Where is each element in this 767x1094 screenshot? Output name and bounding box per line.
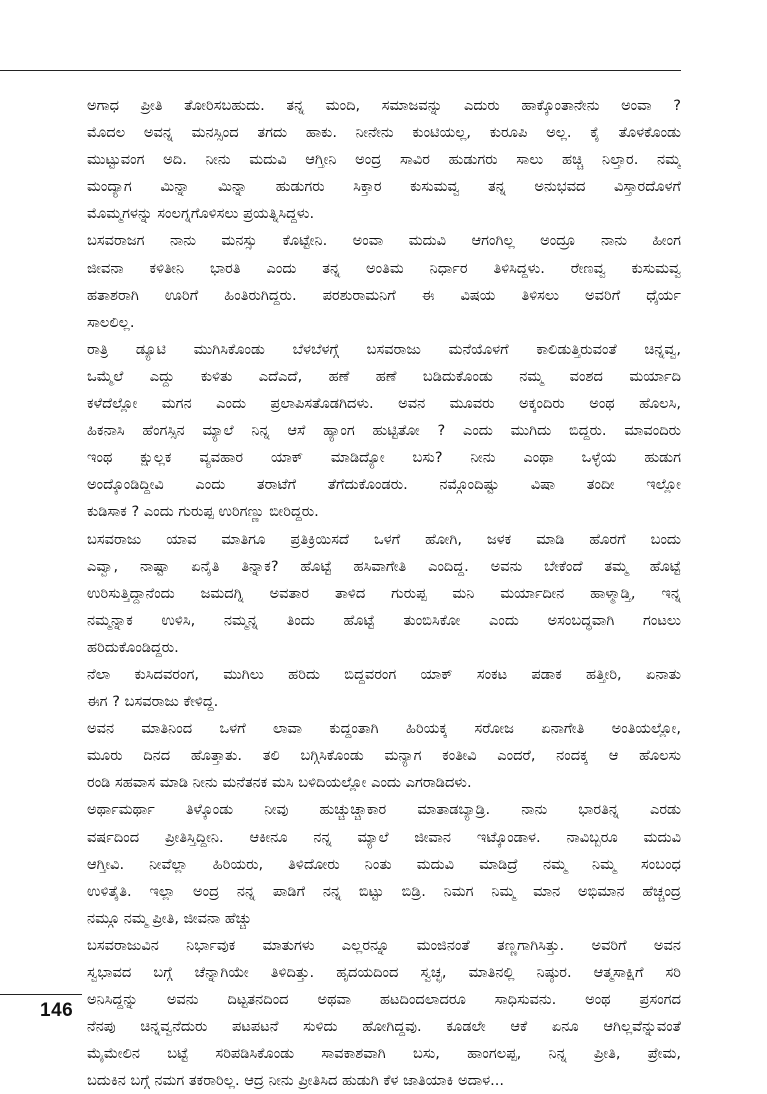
- text-line: ಈಗ ? ಬಸವರಾಜು ಕೇಳಿದ್ದ.: [87, 693, 219, 711]
- text-line: ಹಿಕನಾಸಿ ಹೆಂಗಸ್ಸಿನ ಮ್ಯಾಲೆ ನಿನ್ನ ಆಸೆ ಹ್ಯಾಂಗ ಹುಟ್ಟಿತೋ ? ಎಂದು ಮುಗಿದು ಬಿದ್ದರು. ಮಾವಂದಿರು: [87, 422, 681, 440]
- text-line: ಹರಿದುಕೊಂಡಿದ್ದರು.: [87, 638, 179, 656]
- text-line: ರಂಡಿ ಸಹವಾಸ ಮಾಡಿ ನೀನು ಮನೆತನಕ ಮಸಿ ಬಳಿದಿಯಲ್ಲೋ ಎಂದು ಎಗರಾಡಿದಳು.: [87, 774, 472, 792]
- text-line: ಇಂಥ ಕ್ಷುಲ್ಲಕ ವ್ಯವಹಾರ ಯಾಕ್ ಮಾಡಿದ್ಯೋ ಬಸು? ನೀನು ಎಂಥಾ ಒಳ್ಳೆಯ ಹುಡುಗ: [87, 449, 681, 467]
- footer-rule: [0, 994, 82, 995]
- text-line: ಮೊದಲ ಅವನ್ನ ಮನಸ್ಸಿಂದ ತಗದು ಹಾಕು. ನೀನೇನು ಕುಂಟಿಯಲ್ಲ, ಕುರೂಪಿ ಅಲ್ಲ. ಕೈ ತೊಳಕೊಂಡು: [87, 124, 681, 142]
- text-line: ನಮ್ಮನ್ನಾಕ ಉಳಿಸಿ, ನಮ್ಮನ್ನ ತಿಂದು ಹೊಟ್ಟೆ ತುಂಬಿಸಿಕೋ ಎಂದು ಅಸಂಬದ್ಧವಾಗಿ ಗಂಟಲು: [87, 611, 681, 629]
- page-number: 146: [40, 1000, 74, 1021]
- text-line: ಅನಿಸಿದ್ದನ್ನು ಅವನು ದಿಟ್ಟತನದಿಂದ ಅಥವಾ ಹಟದಿಂದಲಾದರೂ ಸಾಧಿಸುವನು. ಅಂಥ ಪ್ರಸಂಗದ: [87, 991, 681, 1009]
- text-line: ಸಾಲಲಿಲ್ಲ.: [87, 313, 135, 331]
- text-line: ಮೈಮೇಲಿನ ಬಟ್ಟೆ ಸರಿಪಡಿಸಿಕೊಂಡು ಸಾವಕಾಶವಾಗಿ ಬಸು, ಹಾಂಗಲಪ್ಪ, ನಿನ್ನ ಪ್ರೀತಿ, ಪ್ರೇಮ,: [87, 1045, 681, 1063]
- text-line: ಮುಟ್ಟುವಂಗ ಅದಿ. ನೀನು ಮದುವಿ ಆಗ್ತೀನಿ ಅಂದ್ರ ಸಾವಿರ ಹುಡುಗರು ಸಾಲು ಹಚ್ಚಿ ನಿಲ್ತಾರ. ನಮ್ಮ: [87, 151, 681, 169]
- text-line: ನಮ್ಗೂ ನಮ್ಮ ಪ್ರೀತಿ, ಜೀವನಾ ಹೆಚ್ಚು: [87, 909, 252, 927]
- text-line: ಉರಿಸುತ್ತಿದ್ದಾನೆಂದು ಜಮದಗ್ನಿ ಅವತಾರ ತಾಳಿದ ಗುರುಪ್ಪ ಮನಿ ಮರ್ಯಾದೀನ ಹಾಳ್ಮಾಡ್ತಿ, ಇನ್ನ: [87, 584, 681, 602]
- text-line: ಅಗಾಧ ಪ್ರೀತಿ ತೋರಿಸಬಹುದು. ತನ್ನ ಮಂದಿ, ಸಮಾಜವನ್ನು ಎದುರು ಹಾಕ್ಕೊಂತಾನೇನು ಅಂವಾ ?: [87, 97, 681, 114]
- text-line: ಉಳಿತೈತಿ. ಇಲ್ಲಾ ಅಂದ್ರ ನನ್ನ ಪಾಡಿಗೆ ನನ್ನ ಬಿಟ್ಟು ಬಿಡ್ರಿ. ನಿಮಗ ನಿಮ್ಮ ಮಾನ ಅಭಿಮಾನ ಹೆಚ್ಚಂದ್ರ: [87, 882, 681, 900]
- text-line: ಸ್ವಭಾವದ ಬಗ್ಗೆ ಚೆನ್ನಾಗಿಯೇ ತಿಳಿದಿತ್ತು. ಹೃದಯದಿಂದ ಸ್ವಚ್ಛ, ಮಾತಿನಲ್ಲಿ ನಿಷ್ಠುರ. ಆತ್ಮಸಾಕ್ಷಿಗೆ ಸರಿ: [87, 964, 681, 981]
- text-line: ಕಳೆದೆಲ್ಲೋ ಮಗನ ಎಂದು ಪ್ರಲಾಪಿಸತೊಡಗಿದಳು. ಅವನ ಮೂವರು ಅಕ್ಕಂದಿರು ಅಂಥ ಹೊಲಸಿ,: [87, 395, 681, 413]
- text-line: ಬಸವರಾಜುವಿನ ನಿರ್ಭಾವುಕ ಮಾತುಗಳು ಎಲ್ಲರನ್ನೂ ಮಂಜಿನಂತೆ ತಣ್ಣಗಾಗಿಸಿತ್ತು. ಅವರಿಗೆ ಅವನ: [87, 936, 681, 954]
- text-line: ಕುಡಿಸಾಕ ? ಎಂದು ಗುರುಪ್ಪ ಉರಿಗಣ್ಣು ಬೀರಿದ್ದರು.: [87, 503, 319, 521]
- header-rule: [0, 70, 681, 71]
- text-line: ನೆನಪು ಚಿನ್ನವ್ವನೆದುರು ಪಟಪಟನೆ ಸುಳಿದು ಹೋಗಿದ್ದವು. ಕೂಡಲೇ ಆಕೆ ಏನೂ ಆಗಿಲ್ಲವೆನ್ನುವಂತೆ: [87, 1018, 681, 1036]
- text-line: ಎವ್ವಾ, ನಾಷ್ಟಾ ಏನೈತಿ ತಿನ್ನಾಕ? ಹೊಟ್ಟೆ ಹಸಿವಾಗೇತಿ ಎಂದಿದ್ದ. ಅವನು ಬೇಕೆಂದೆ ತಮ್ಮ ಹೊಟ್ಟೆ: [87, 557, 681, 575]
- text-line: ಮೊಮ್ಮಗಳನ್ನು ಸಂಲಗ್ನಗೊಳಿಸಲು ಪ್ರಯತ್ನಿಸಿದ್ದಳು.: [87, 205, 315, 223]
- text-line: ಅರ್ಥಾಮರ್ಥಾ ತಿಳ್ಕೊಂಡು ನೀವು ಹುಚ್ಚುಚ್ಚಾಕಾರ ಮಾತಾಡಬ್ಯಾಡ್ರಿ. ನಾನು ಭಾರತಿನ್ನ ಎರಡು: [87, 801, 681, 819]
- text-line: ನೆಲಾ ಕುಸಿದವರಂಗ, ಮುಗಿಲು ಹರಿದು ಬಿದ್ದವರಂಗ ಯಾಕ್ ಸಂಕಟ ಪಡಾಕ ಹತ್ತೀರಿ, ಏನಾತು: [87, 665, 681, 683]
- text-line: ಮಂದ್ಯಾಗ ಮಿನ್ನಾ ಮಿನ್ನಾ ಹುಡುಗರು ಸಿಕ್ತಾರ ಕುಸುಮವ್ವ ತನ್ನ ಅನುಭವದ ವಿಸ್ತಾರದೊಳಗೆ: [87, 178, 681, 196]
- text-line: ಅವನ ಮಾತಿನಿಂದ ಒಳಗೆ ಲಾವಾ ಕುದ್ದಂತಾಗಿ ಹಿರಿಯಕ್ಕ ಸರೋಜ ಏನಾಗೇತಿ ಅಂತಿಯಲ್ಲೋ,: [87, 720, 681, 738]
- text-line: ಬಸವರಾಜು ಯಾವ ಮಾತಿಗೂ ಪ್ರತಿಕ್ರಿಯಿಸದೆ ಒಳಗೆ ಹೋಗಿ, ಜಳಕ ಮಾಡಿ ಹೊರಗೆ ಬಂದು: [87, 530, 681, 548]
- text-line: ಹತಾಶರಾಗಿ ಊರಿಗೆ ಹಿಂತಿರುಗಿದ್ದರು. ಪರಶುರಾಮನಿಗೆ ಈ ವಿಷಯ ತಿಳಿಸಲು ಅವರಿಗೆ ಧೈರ್ಯ: [87, 286, 681, 304]
- text-line: ಮೂರು ದಿನದ ಹೊತ್ತಾತು. ತಲಿ ಬಗ್ಗಿಸಿಕೊಂಡು ಮನ್ಯಾಗ ಕಂತೀವಿ ಎಂದರೆ, ನಂದಕ್ಕ ಆ ಹೊಲಸು: [87, 747, 681, 765]
- text-line: ರಾತ್ರಿ ಡ್ಯೂಟಿ ಮುಗಿಸಿಕೊಂಡು ಬೆಳಬೆಳಗ್ಗೆ ಬಸವರಾಜು ಮನೆಯೊಳಗೆ ಕಾಲಿಡುತ್ತಿರುವಂತೆ ಚಿನ್ನವ್ವ,: [87, 340, 681, 358]
- body-text: [87, 92, 681, 1094]
- text-line: ಬದುಕಿನ ಬಗ್ಗೆ ನಮಗ ತಕರಾರಿಲ್ಲ. ಆದ್ರ ನೀನು ಪ್ರೀತಿಸಿದ ಹುಡುಗಿ ಕೆಳ ಜಾತಿಯಾಕಿ ಅದಾಳ...: [87, 1072, 505, 1090]
- text-line: ಬಸವರಾಜಗ ನಾನು ಮನಸ್ಸು ಕೊಟ್ಟೇನಿ. ಅಂವಾ ಮದುವಿ ಆಗಂಗಿಲ್ಲ ಅಂದ್ರೂ ನಾನು ಹೀಂಗ: [87, 232, 681, 250]
- text-line: ಜೀವನಾ ಕಳಿತೀನಿ ಭಾರತಿ ಎಂದು ತನ್ನ ಅಂತಿಮ ನಿರ್ಧಾರ ತಿಳಿಸಿದ್ದಳು. ರೇಣವ್ವ ಕುಸುಮವ್ವ: [87, 259, 681, 277]
- text-line: ಅಂದ್ಕೊಂಡಿದ್ದೀವಿ ಎಂದು ತರಾಟೆಗೆ ತೆಗೆದುಕೊಂಡರು. ನಮ್ಗೊಂದಿಷ್ಟು ವಿಷಾ ತಂದೀ ಇಲ್ಲೋ: [87, 476, 681, 494]
- text-line: ಒಮ್ಮೆಲೆ ಎದ್ದು ಕುಳಿತು ಎದೆಎದೆ, ಹಣೆ ಹಣೆ ಬಡಿದುಕೊಂಡು ನಮ್ಮ ವಂಶದ ಮರ್ಯಾದಿ: [87, 367, 681, 385]
- text-line: ಆಗ್ತೀವಿ. ನೀವೆಲ್ಲಾ ಹಿರಿಯರು, ತಿಳಿದೋರು ನಿಂತು ಮದುವಿ ಮಾಡಿದ್ರೆ ನಮ್ಮ ನಿಮ್ಮ ಸಂಬಂಧ: [87, 855, 681, 873]
- text-line: ವರ್ಷದಿಂದ ಪ್ರೀತಿಸ್ತಿದ್ದೀನಿ. ಆಕೀನೂ ನನ್ನ ಮ್ಯಾಲೆ ಜೀವಾನ ಇಟ್ಕೊಂಡಾಳ. ನಾವಿಬ್ಬರೂ ಮದುವಿ: [87, 828, 681, 846]
